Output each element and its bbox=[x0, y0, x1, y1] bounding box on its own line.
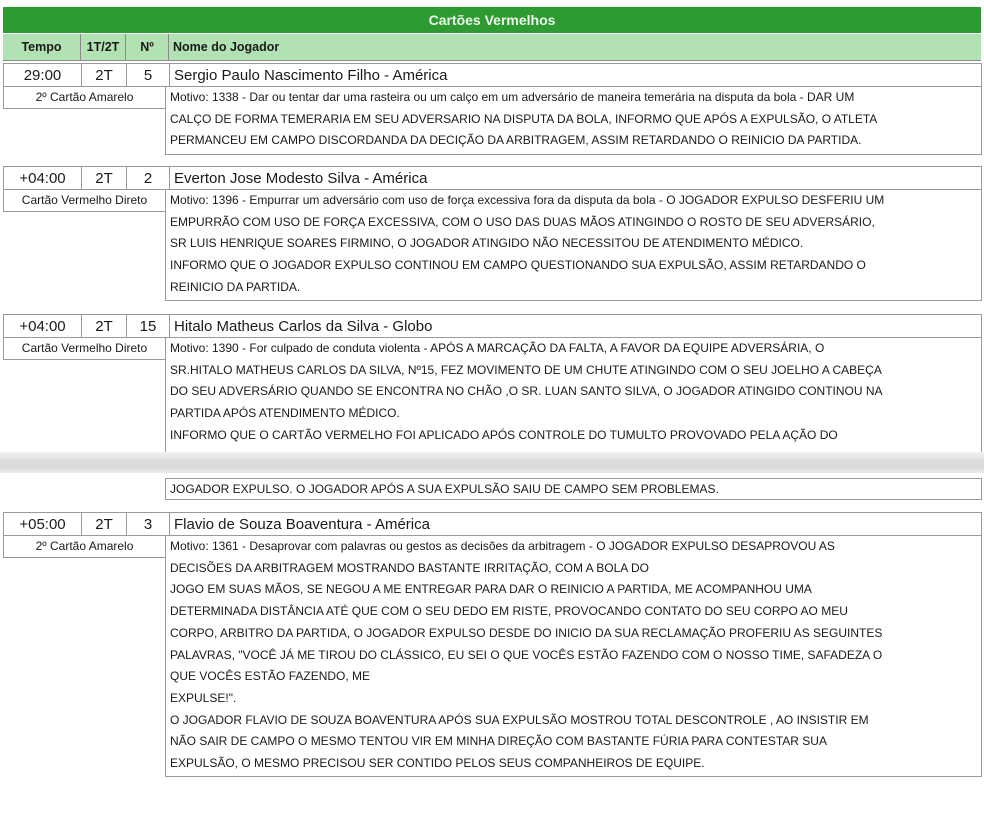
motivo-line: PERMANCEU EM CAMPO DISCORDANDA DA DECIÇÃO DA ARBITRAGEM, ASSIM RETARDANDO O REINICIO DA PARTIDA. bbox=[170, 133, 862, 148]
motivo-line: QUE VOCÊS ESTÃO FAZENDO, ME bbox=[170, 669, 371, 684]
motivo-line: CORPO, ARBITRO DA PARTIDA, O JOGADOR EXPULSO DESDE DO INICIO DA SUA RECLAMAÇÃO PROFERIU AS SEGUINTES bbox=[170, 625, 883, 640]
motivo-cell bbox=[165, 87, 982, 155]
motivo-cell bbox=[165, 338, 982, 452]
motivo-line: CALÇO DE FORMA TEMERARIA EM SEU ADVERSARIO NA DISPUTA DA BOLA, INFORMO QUE APÓS A EXPULSÃO, O ATLETA bbox=[170, 111, 878, 126]
tempo-cell: +04:00 bbox=[4, 315, 82, 337]
motivo-line: PALAVRAS, "VOCÊ JÁ ME TIROU DO CLÁSSICO, EU SEI O QUE VOCÊS ESTÃO FAZENDO COM O NOSSO TIME, SAFADEZA O bbox=[170, 647, 883, 662]
motivo-line: INFORMO QUE O CARTÃO VERMELHO FOI APLICADO APÓS CONTROLE DO TUMULTO PROVOVADO PELA AÇÃO DO bbox=[170, 427, 838, 442]
card-type-cell: Cartão Vermelho Direto bbox=[3, 338, 166, 360]
card-type-cell: 2º Cartão Amarelo bbox=[3, 536, 166, 558]
column-header-half: 1T/2T bbox=[81, 34, 126, 60]
section-title: Cartões Vermelhos bbox=[3, 7, 981, 33]
motivo-line: DETERMINADA DISTÂNCIA ATÉ QUE COM O SEU DEDO EM RISTE, PROVOCANDO CONTATO DO SEU CORPO AO MEU bbox=[170, 604, 848, 619]
player-row bbox=[3, 63, 982, 87]
column-header-name: Nome do Jogador bbox=[173, 40, 280, 54]
number-cell: 2 bbox=[127, 167, 170, 189]
motivo-continuation: JOGADOR EXPULSO. O JOGADOR APÓS A SUA EXPULSÃO SAIU DE CAMPO SEM PROBLEMAS. bbox=[165, 478, 982, 500]
motivo-line: Motivo: 1338 - Dar ou tentar dar uma rasteira ou um calço em um adversário de maneira temerária na disputa da bola - DAR UM bbox=[170, 90, 855, 104]
motivo-line: Motivo: 1361 - Desaprovar com palavras ou gestos as decisões da arbitragem - O JOGADOR EXPULSO DESAPROVOU AS bbox=[170, 539, 835, 553]
half-cell: 2T bbox=[82, 513, 127, 535]
motivo-line: Motivo: 1390 - For culpado de conduta violenta - APÓS A MARCAÇÃO DA FALTA, A FAVOR DA EQUIPE ADVERSÁRIA, O bbox=[170, 341, 825, 355]
motivo-line: REINICIO DA PARTIDA. bbox=[170, 279, 301, 294]
motivo-cell bbox=[165, 190, 982, 301]
number-cell: 15 bbox=[127, 315, 170, 337]
player-row bbox=[3, 314, 982, 338]
page-break bbox=[0, 452, 984, 473]
player-name-cell: Flavio de Souza Boaventura - América bbox=[174, 516, 430, 533]
column-header-row bbox=[3, 34, 981, 61]
player-name-cell: Hitalo Matheus Carlos da Silva - Globo bbox=[174, 318, 433, 335]
card-type-cell: 2º Cartão Amarelo bbox=[3, 87, 166, 109]
motivo-line: PARTIDA APÓS ATENDIMENTO MÉDICO. bbox=[170, 406, 400, 421]
player-row bbox=[3, 512, 982, 536]
half-cell: 2T bbox=[82, 167, 127, 189]
half-cell: 2T bbox=[82, 315, 127, 337]
column-header-number: Nº bbox=[126, 34, 169, 60]
number-cell: 3 bbox=[127, 513, 170, 535]
player-row bbox=[3, 166, 982, 190]
motivo-line: O JOGADOR FLAVIO DE SOUZA BOAVENTURA APÓS SUA EXPULSÃO MOSTROU TOTAL DESCONTROLE , AO INSISTIR EM bbox=[170, 712, 869, 727]
tempo-cell: +04:00 bbox=[4, 167, 82, 189]
motivo-line: EXPULSÃO, O MESMO PRECISOU SER CONTIDO PELOS SEUS COMPANHEIROS DE EQUIPE. bbox=[170, 756, 705, 771]
motivo-line: NÃO SAIR DE CAMPO O MESMO TENTOU VIR EM MINHA DIREÇÃO COM BASTANTE FÚRIA PARA CONTESTAR SUA bbox=[170, 734, 827, 749]
motivo-line: DECISÕES DA ARBITRAGEM MOSTRANDO BASTANTE IRRITAÇÃO, COM A BOLA DO bbox=[170, 560, 649, 575]
tempo-cell: 29:00 bbox=[4, 64, 82, 86]
motivo-line: SR.HITALO MATHEUS CARLOS DA SILVA, Nº15, FEZ MOVIMENTO DE UM CHUTE ATINGINDO COM O SEU JOELHO A CABEÇA bbox=[170, 362, 882, 377]
column-header-tempo: Tempo bbox=[3, 34, 81, 60]
motivo-line: INFORMO QUE O JOGADOR EXPULSO CONTINOU EM CAMPO QUESTIONANDO SUA EXPULSÃO, ASSIM RETARDANDO O bbox=[170, 258, 866, 273]
tempo-cell: +05:00 bbox=[4, 513, 82, 535]
motivo-line: EMPURRÃO COM USO DE FORÇA EXCESSIVA, COM O USO DAS DUAS MÃOS ATINGINDO O ROSTO DE SEU ADVERSÁRIO, bbox=[170, 214, 875, 229]
motivo-line: SR LUIS HENRIQUE SOARES FIRMINO, O JOGADOR ATINGIDO NÃO NECESSITOU DE ATENDIMENTO MÉDICO. bbox=[170, 236, 804, 251]
motivo-line: Motivo: 1396 - Empurrar um adversário com uso de força excessiva fora da disputa da bola - O JOGADOR EXPULSO DESFERIU UM bbox=[170, 193, 885, 207]
half-cell: 2T bbox=[82, 64, 127, 86]
motivo-line: EXPULSE!". bbox=[170, 690, 237, 705]
card-type-cell: Cartão Vermelho Direto bbox=[3, 190, 166, 212]
motivo-cell bbox=[165, 536, 982, 777]
motivo-line: DO SEU ADVERSÁRIO QUANDO SE ENCONTRA NO CHÃO ,O SR. LUAN SANTO SILVA, O JOGADOR ATINGIDO CONTINOU NA bbox=[170, 384, 883, 399]
player-name-cell: Everton Jose Modesto Silva - América bbox=[174, 170, 428, 187]
number-cell: 5 bbox=[127, 64, 170, 86]
motivo-line: JOGO EM SUAS MÃOS, SE NEGOU A ME ENTREGAR PARA DAR O REINICIO A PARTIDA, ME ACOMPANHOU UMA bbox=[170, 582, 812, 597]
player-name-cell: Sergio Paulo Nascimento Filho - América bbox=[174, 67, 448, 84]
